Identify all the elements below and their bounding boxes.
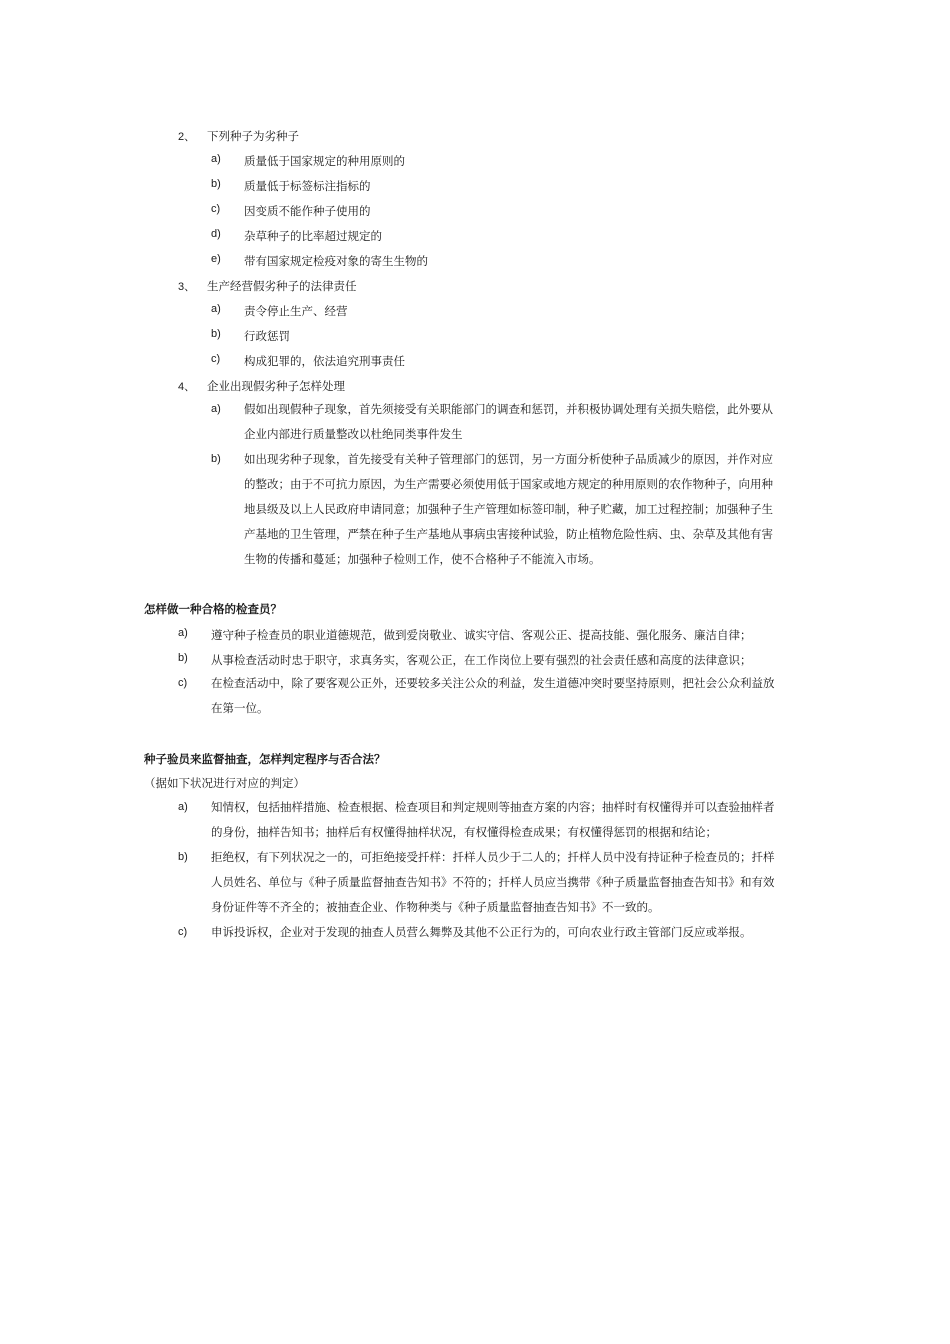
item-number: b) [178, 652, 188, 664]
sub-item-number: b) [211, 178, 221, 190]
sub-item [211, 447, 773, 572]
sub-item [211, 328, 290, 344]
list-item [178, 671, 775, 721]
item-number: a) [178, 627, 188, 639]
list-item-3 [178, 278, 357, 294]
item-text: 遵守种子检查员的职业道德规范，做到爱岗敬业、诚实守信、客观公正、提高技能、强化服务、廉洁自律； [211, 628, 752, 642]
paragraph-line: 身份证件等不齐全的；被抽查企业、作物种类与《种子质量监督抽查告知书》不一致的。 [211, 900, 660, 914]
paragraph-line: 在第一位。 [211, 701, 269, 715]
sub-item-text: 构成犯罪的，依法追究刑事责任 [244, 354, 405, 368]
paragraph-line: 地县级及以上人民政府申请同意；加强种子生产管理如标签印制，种子贮藏，加工过程控制；加强种子生 [244, 502, 773, 516]
paragraph-line: 企业内部进行质量整改以杜绝同类事件发生 [244, 427, 463, 441]
sub-item-text: 行政惩罚 [244, 329, 290, 343]
paragraph-line: 生物的传播和蔓延；加强种子检则工作，使不合格种子不能流入市场。 [244, 552, 601, 566]
list-item-4 [178, 378, 345, 394]
list-item [178, 920, 752, 945]
section-heading-supervision: 种子验员来监督抽查，怎样判定程序与否合法？ [144, 752, 386, 766]
item-paragraph [211, 671, 775, 721]
sub-item [211, 178, 371, 194]
item-paragraph [211, 920, 752, 945]
paragraph-line: 如出现劣种子现象，首先接受有关种子管理部门的惩罚，另一方面分析使种子品质减少的原因，并作对应 [244, 452, 773, 466]
sub-item [211, 203, 371, 219]
sub-item [211, 303, 348, 319]
list-item [178, 845, 775, 920]
paragraph-line: 在检查活动中，除了要客观公正外，还要较多关注公众的利益，发生道德冲突时要坚持原则，把社会公众利益放 [211, 676, 775, 690]
item-number: b) [178, 851, 188, 863]
item-text: 企业出现假劣种子怎样处理 [207, 379, 345, 393]
sub-item-text: 带有国家规定检疫对象的寄生生物的 [244, 254, 428, 268]
sub-item [211, 397, 773, 447]
sub-item-number: c) [211, 203, 221, 215]
item-number: c) [178, 926, 188, 938]
item-number: 2、 [178, 131, 196, 143]
sub-item-number: a) [211, 303, 221, 315]
sub-item-text: 质量低于国家规定的种用原则的 [244, 154, 405, 168]
list-item [178, 652, 752, 668]
section-heading-inspector: 怎样做一种合格的检查员？ [144, 602, 282, 616]
sub-item [211, 353, 405, 369]
item-paragraph [211, 795, 775, 845]
paragraph-line: 人员姓名、单位与《种子质量监督抽查告知书》不符的；扦样人员应当携带《种子质量监督抽查告知书》和有效 [211, 875, 775, 889]
item-number: c) [178, 677, 188, 689]
sub-item-text: 质量低于标签标注指标的 [244, 179, 371, 193]
sub-item-number: d) [211, 228, 221, 240]
sub-item-number: a) [211, 153, 221, 165]
paragraph-line: 知情权，包括抽样措施、检查根据、检查项目和判定规则等抽查方案的内容；抽样时有权懂得并可以查验抽样者 [211, 800, 775, 814]
list-item-2 [178, 128, 299, 144]
sub-item [211, 153, 405, 169]
sub-item [211, 228, 382, 244]
paragraph-line: 假如出现假种子现象，首先须接受有关职能部门的调查和惩罚，并积极协调处理有关损失赔偿，此外要从 [244, 402, 773, 416]
sub-item-number: b) [211, 453, 221, 465]
item-number: 3、 [178, 281, 196, 293]
sub-item-number: e) [211, 253, 221, 265]
list-item [178, 627, 752, 643]
item-text: 下列种子为劣种子 [207, 129, 299, 143]
sub-item-text: 因变质不能作种子使用的 [244, 204, 371, 218]
sub-item-text: 责令停止生产、经营 [244, 304, 348, 318]
paragraph-line: 申诉投诉权，企业对于发现的抽查人员营么舞弊及其他不公正行为的，可向农业行政主管部门反应或举报。 [211, 925, 752, 939]
section-note: （据如下状况进行对应的判定） [144, 776, 305, 790]
sub-item-number: c) [211, 353, 221, 365]
item-number: 4、 [178, 381, 196, 393]
sub-item-paragraph [244, 447, 773, 572]
item-text: 生产经营假劣种子的法律责任 [207, 279, 357, 293]
paragraph-line: 的整改；由于不可抗力原因，为生产需要必须使用低于国家或地方规定的种用原则的农作物种子，向用种 [244, 477, 773, 491]
item-text: 从事检查活动时忠于职守，求真务实，客观公正，在工作岗位上要有强烈的社会责任感和高度的法律意识； [211, 653, 752, 667]
paragraph-line: 产基地的卫生管理，严禁在种子生产基地从事病虫害接种试验，防止植物危险性病、虫、杂草及其他有害 [244, 527, 773, 541]
sub-item-number: b) [211, 328, 221, 340]
item-paragraph [211, 845, 775, 920]
sub-item [211, 253, 428, 269]
item-number: a) [178, 801, 188, 813]
paragraph-line: 的身份，抽样告知书；抽样后有权懂得抽样状况，有权懂得检查成果；有权懂得惩罚的根据和结论； [211, 825, 717, 839]
paragraph-line: 拒绝权，有下列状况之一的，可拒绝接受扦样：扦样人员少于二人的；扦样人员中没有持证种子检查员的；扦样 [211, 850, 775, 864]
list-item [178, 795, 775, 845]
sub-item-text: 杂草种子的比率超过规定的 [244, 229, 382, 243]
sub-item-number: a) [211, 403, 221, 415]
sub-item-paragraph [244, 397, 773, 447]
